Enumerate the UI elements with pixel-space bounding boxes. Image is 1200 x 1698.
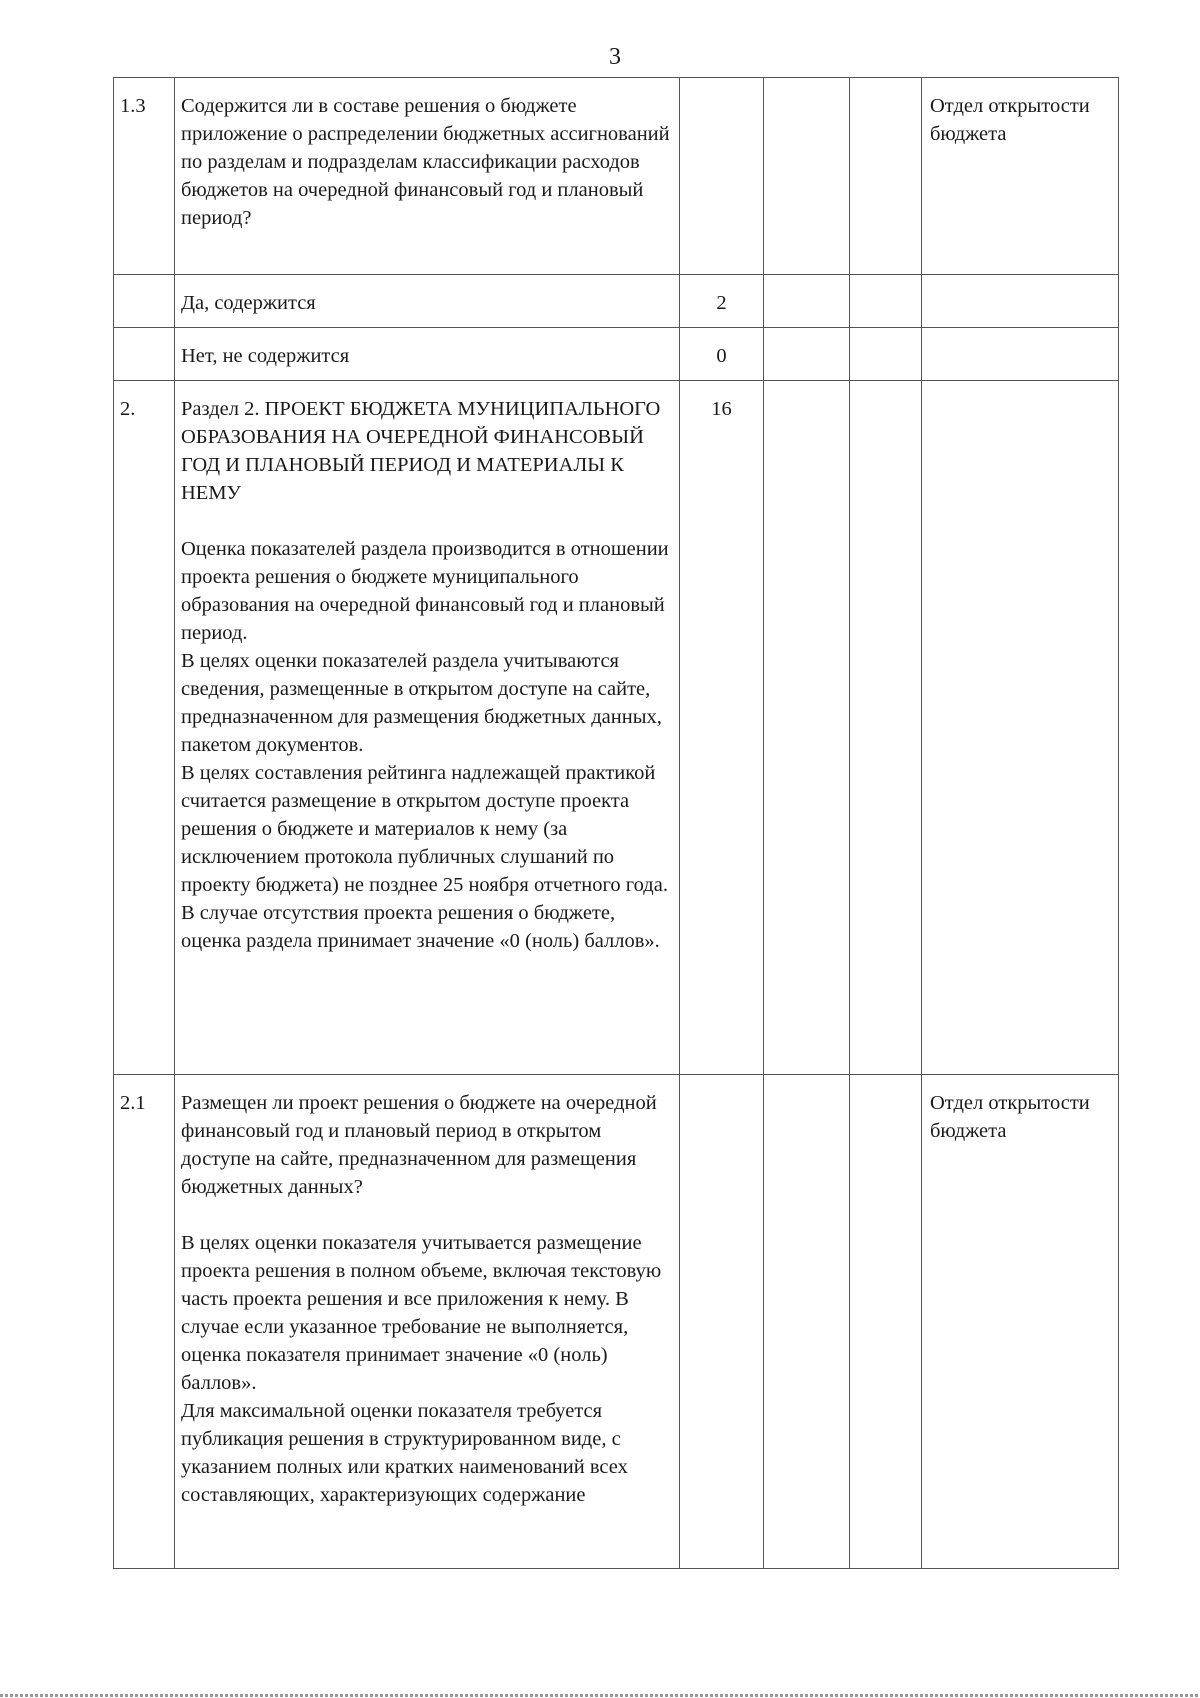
row-option: Да, содержится [175, 275, 680, 328]
row-score [680, 1075, 764, 1569]
row-option: Нет, не содержится [175, 328, 680, 381]
section-title: Раздел 2. ПРОЕКТ БЮДЖЕТА МУНИЦИПАЛЬНОГО ОБРАЗОВАНИЯ НА ОЧЕРЕДНОЙ ФИНАНСОВЫЙ ГОД И ПЛАНОВЫЙ ПЕРИОД И МАТЕРИАЛЫ К НЕМУ [181, 398, 661, 504]
row-score: 16 [680, 381, 764, 1075]
section-paragraph: Оценка показателей раздела производится в отношении проекта решения о бюджете муниципального образования на очередной финансовый год и плановый период. [181, 538, 669, 644]
section-cell [175, 381, 680, 1075]
spacer [181, 507, 673, 535]
page-number: 3 [609, 44, 621, 70]
empty-cell [764, 381, 850, 1075]
empty-cell [850, 275, 922, 328]
empty-cell [764, 328, 850, 381]
row-responsible [922, 328, 1119, 381]
table-row [114, 275, 1119, 328]
spacer [181, 1201, 673, 1229]
row-number [114, 275, 175, 328]
row-score: 0 [680, 328, 764, 381]
row-score: 2 [680, 275, 764, 328]
question-paragraph: В целях оценки показателя учитывается размещение проекта решения в полном объеме, включая текстовую часть проекта решения и все приложения к нему. В случае если указанное требование не выполняется, оценка показателя принимает значение «0 (ноль) баллов». [181, 1232, 662, 1394]
row-number [114, 328, 175, 381]
empty-cell [850, 328, 922, 381]
question-title: Размещен ли проект решения о бюджете на очередной финансовый год и плановый период в открытом доступе на сайте, предназначенном для размещения бюджетных данных? [181, 1092, 657, 1198]
question-paragraph: Для максимальной оценки показателя требуется публикация решения в структурированном виде, с указанием полных или кратких наименований всех составляющих, характеризующих содержание [181, 1400, 628, 1506]
row-number: 2. [114, 381, 175, 1075]
section-paragraph: В целях оценки показателей раздела учитываются сведения, размещенные в открытом доступе на сайте, предназначенном для размещения бюджетных данных, пакетом документов. [181, 650, 662, 756]
row-responsible: Отдел открытости бюджета [922, 1075, 1119, 1569]
empty-cell [764, 1075, 850, 1569]
table-row [114, 328, 1119, 381]
empty-cell [850, 78, 922, 275]
empty-cell [764, 275, 850, 328]
row-responsible [922, 381, 1119, 1075]
table-row [114, 78, 1119, 275]
row-responsible: Отдел открытости бюджета [922, 78, 1119, 275]
row-responsible [922, 275, 1119, 328]
section-paragraph: В целях составления рейтинга надлежащей практикой считается размещение в открытом доступе проекта решения о бюджете и материалов к нему (за исключением протокола публичных слушаний по проекту бюджета) не позднее 25 ноября отчетного года. [181, 762, 668, 896]
empty-cell [850, 1075, 922, 1569]
scan-edge-line [0, 1694, 1200, 1697]
question-cell [175, 1075, 680, 1569]
row-number: 2.1 [114, 1075, 175, 1569]
empty-cell [850, 381, 922, 1075]
empty-cell [764, 78, 850, 275]
row-question: Содержится ли в составе решения о бюджете приложение о распределении бюджетных ассигнований по разделам и подразделам классификации расходов бюджетов на очередной финансовый год и плановый период? [175, 78, 680, 275]
table-row [114, 1075, 1119, 1569]
evaluation-table [113, 77, 1119, 1569]
table-row [114, 381, 1119, 1075]
row-number: 1.3 [114, 78, 175, 275]
section-paragraph: В случае отсутствия проекта решения о бюджете, оценка раздела принимает значение «0 (ноль) баллов». [181, 902, 660, 952]
row-score [680, 78, 764, 275]
